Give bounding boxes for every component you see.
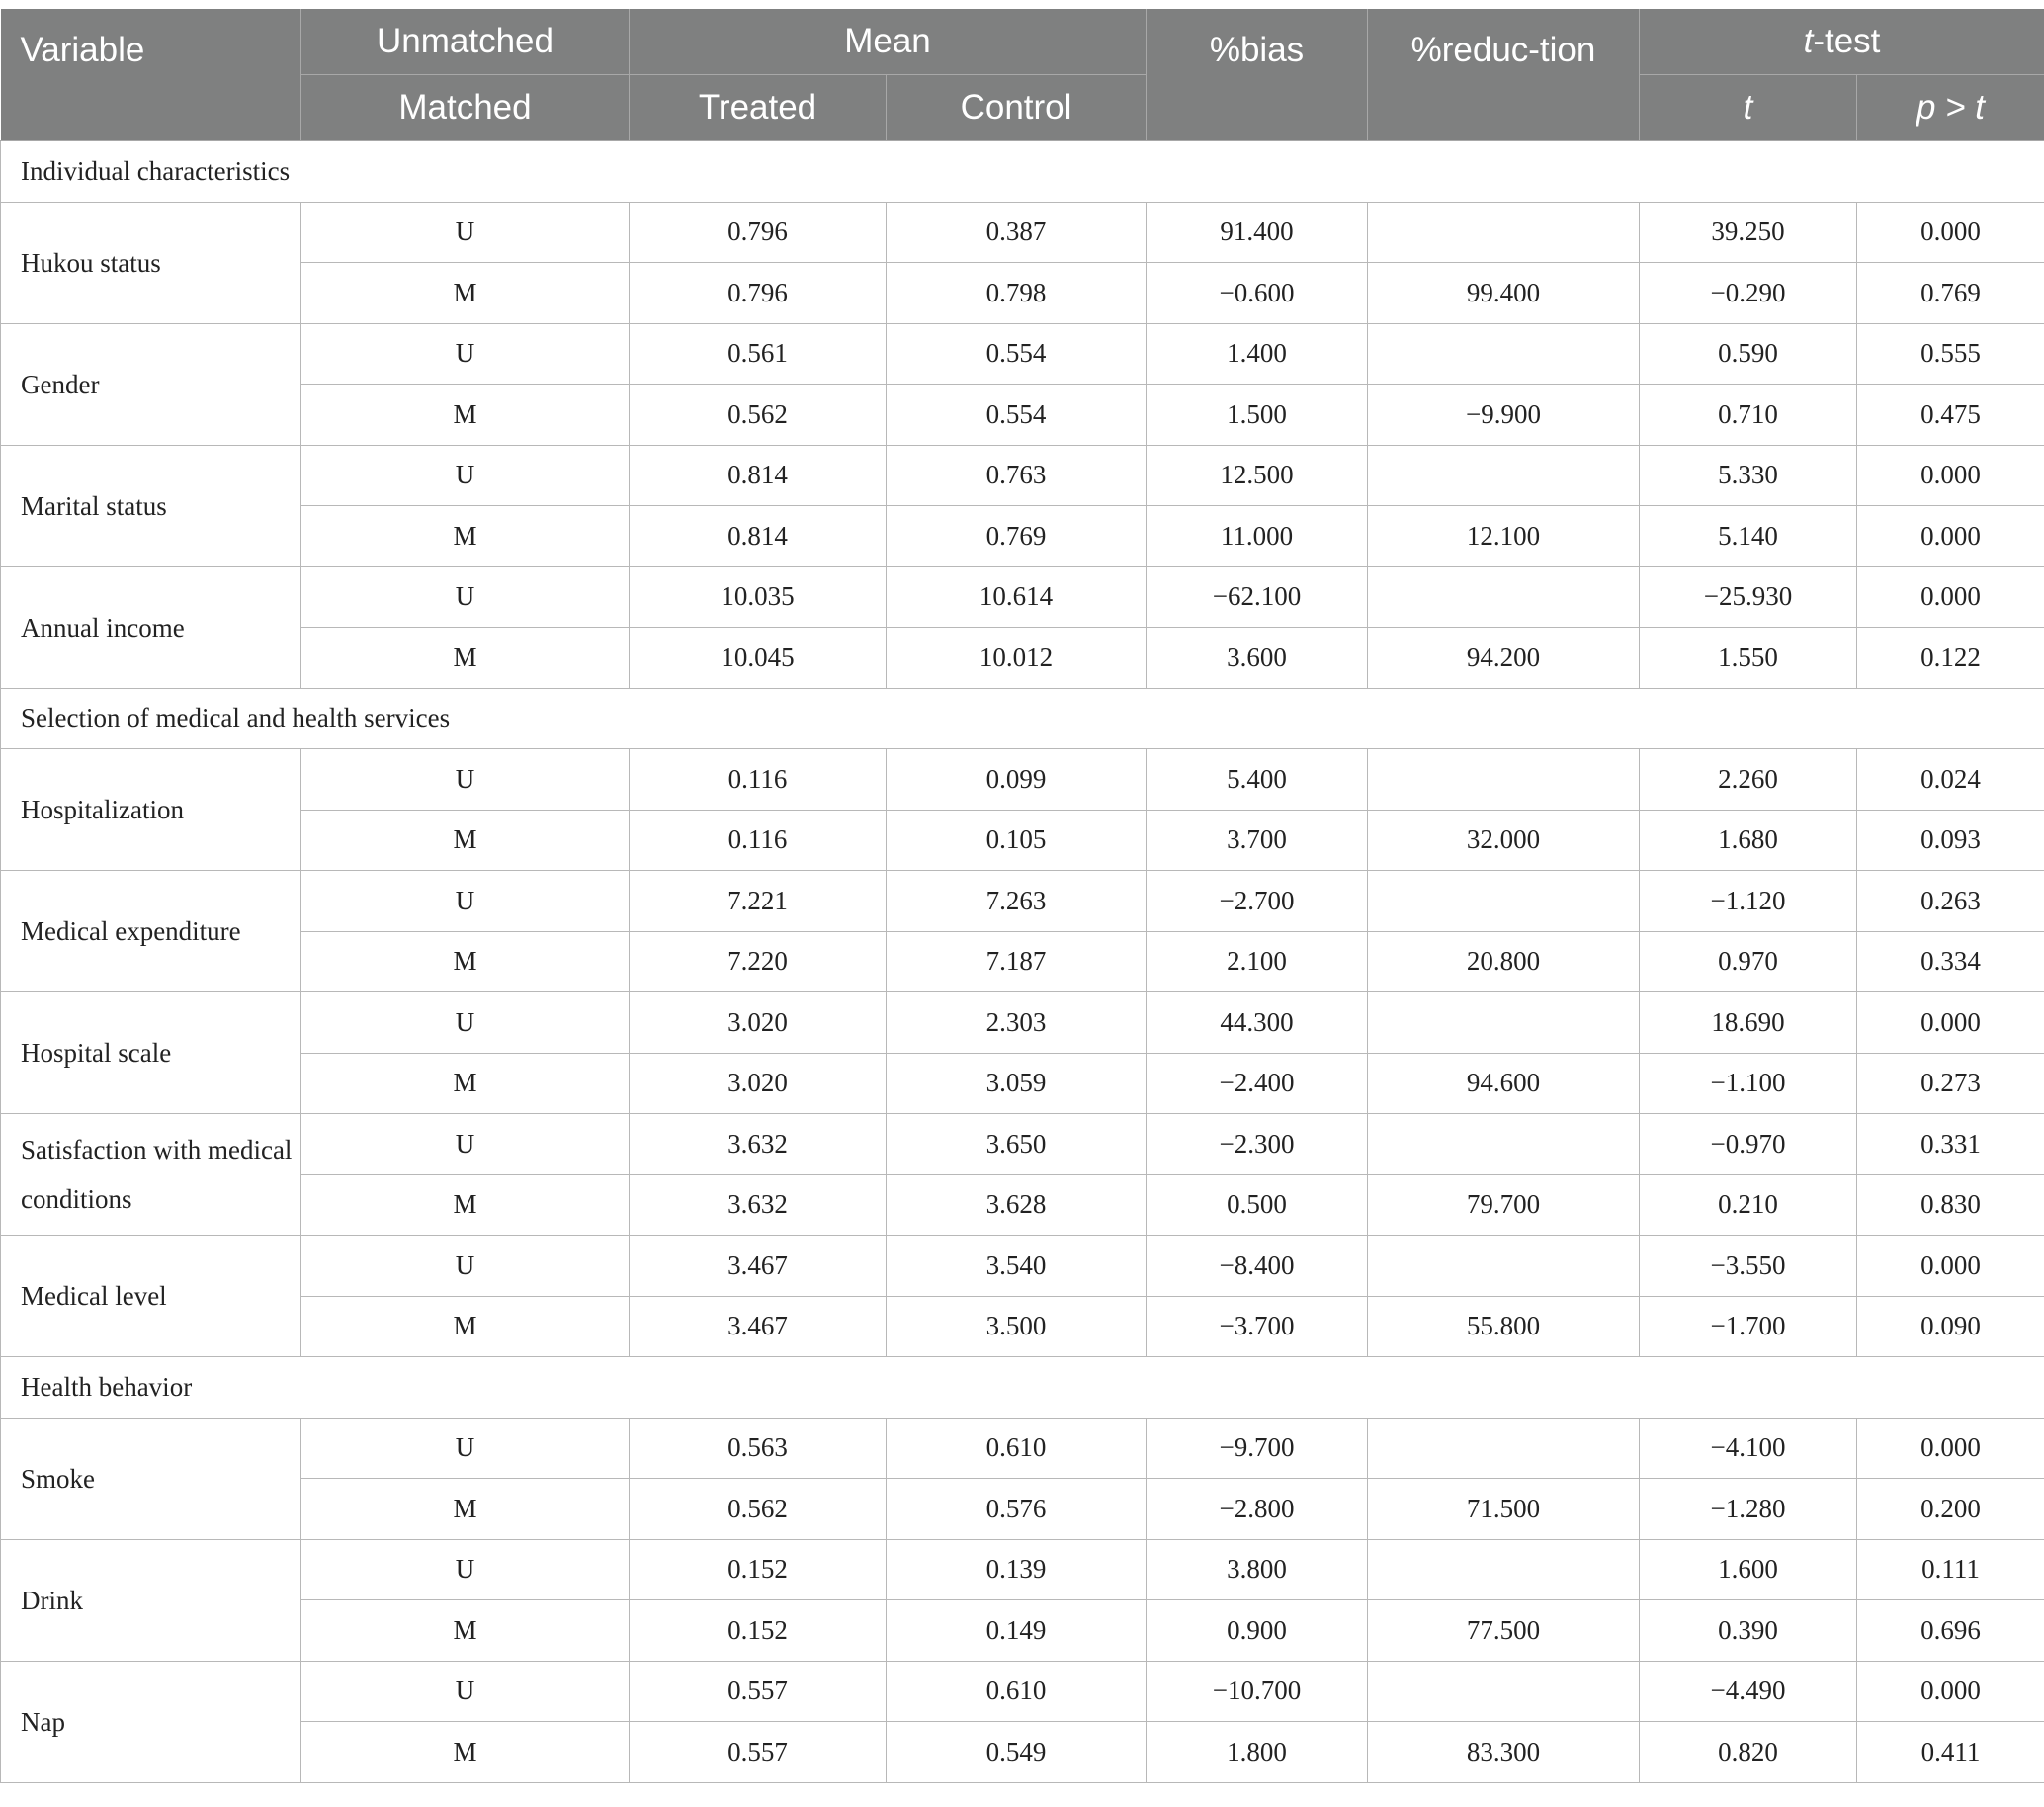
control-mean-cell: 0.149 bbox=[887, 1600, 1147, 1662]
reduction-cell bbox=[1368, 1114, 1640, 1175]
control-mean-cell: 7.263 bbox=[887, 871, 1147, 932]
p-value-cell: 0.000 bbox=[1857, 202, 2044, 263]
table-row bbox=[1, 263, 2044, 324]
p-value-cell: 0.830 bbox=[1857, 1174, 2044, 1236]
p-value-cell: 0.000 bbox=[1857, 445, 2044, 506]
p-value-cell: 0.334 bbox=[1857, 931, 2044, 992]
control-mean-cell: 0.554 bbox=[887, 385, 1147, 446]
control-mean-cell: 0.549 bbox=[887, 1722, 1147, 1783]
table-row bbox=[1, 1600, 2044, 1662]
t-value-cell: 0.210 bbox=[1640, 1174, 1857, 1236]
control-mean-cell: 0.763 bbox=[887, 445, 1147, 506]
treated-mean-cell: 3.467 bbox=[630, 1236, 887, 1297]
treated-mean-cell: 3.632 bbox=[630, 1114, 887, 1175]
sample-cell: M bbox=[301, 506, 630, 567]
variable-name-cell: Hospitalization bbox=[1, 749, 301, 871]
header-reduction: %reduc-tion bbox=[1368, 9, 1640, 141]
t-value-cell: 0.390 bbox=[1640, 1600, 1857, 1662]
variable-name-cell: Smoke bbox=[1, 1418, 301, 1539]
variable-name-cell: Marital status bbox=[1, 445, 301, 566]
reduction-cell bbox=[1368, 1418, 1640, 1479]
reduction-cell: −9.900 bbox=[1368, 385, 1640, 446]
control-mean-cell: 10.012 bbox=[887, 628, 1147, 689]
bias-cell: −2.300 bbox=[1147, 1114, 1368, 1175]
p-value-cell: 0.000 bbox=[1857, 566, 2044, 628]
header-control: Control bbox=[887, 75, 1147, 141]
header-ttest-rest: -test bbox=[1813, 22, 1881, 60]
section-title: Selection of medical and health services bbox=[1, 688, 2044, 749]
treated-mean-cell: 0.116 bbox=[630, 749, 887, 811]
reduction-cell: 94.200 bbox=[1368, 628, 1640, 689]
reduction-cell bbox=[1368, 566, 1640, 628]
sample-cell: U bbox=[301, 566, 630, 628]
control-mean-cell: 0.554 bbox=[887, 323, 1147, 385]
p-value-cell: 0.000 bbox=[1857, 992, 2044, 1054]
p-value-cell: 0.200 bbox=[1857, 1479, 2044, 1540]
bias-cell: 0.500 bbox=[1147, 1174, 1368, 1236]
bias-cell: 1.500 bbox=[1147, 385, 1368, 446]
sample-cell: M bbox=[301, 1296, 630, 1357]
reduction-cell: 83.300 bbox=[1368, 1722, 1640, 1783]
table-row bbox=[1, 385, 2044, 446]
t-value-cell: 5.140 bbox=[1640, 506, 1857, 567]
reduction-cell: 71.500 bbox=[1368, 1479, 1640, 1540]
treated-mean-cell: 10.045 bbox=[630, 628, 887, 689]
sample-cell: M bbox=[301, 263, 630, 324]
control-mean-cell: 3.500 bbox=[887, 1296, 1147, 1357]
bias-cell: −62.100 bbox=[1147, 566, 1368, 628]
bias-cell: 1.800 bbox=[1147, 1722, 1368, 1783]
section-row bbox=[1, 141, 2044, 203]
sample-cell: M bbox=[301, 1722, 630, 1783]
control-mean-cell: 7.187 bbox=[887, 931, 1147, 992]
p-value-cell: 0.273 bbox=[1857, 1053, 2044, 1114]
control-mean-cell: 0.798 bbox=[887, 263, 1147, 324]
control-mean-cell: 0.139 bbox=[887, 1539, 1147, 1600]
variable-name-cell: Nap bbox=[1, 1661, 301, 1782]
variable-name-cell: Annual income bbox=[1, 566, 301, 688]
bias-cell: 3.700 bbox=[1147, 810, 1368, 871]
reduction-cell bbox=[1368, 1236, 1640, 1297]
t-value-cell: 0.590 bbox=[1640, 323, 1857, 385]
treated-mean-cell: 7.220 bbox=[630, 931, 887, 992]
reduction-cell: 32.000 bbox=[1368, 810, 1640, 871]
bias-cell: −2.800 bbox=[1147, 1479, 1368, 1540]
treated-mean-cell: 7.221 bbox=[630, 871, 887, 932]
bias-cell: 2.100 bbox=[1147, 931, 1368, 992]
treated-mean-cell: 0.814 bbox=[630, 445, 887, 506]
bias-cell: 1.400 bbox=[1147, 323, 1368, 385]
t-value-cell: 2.260 bbox=[1640, 749, 1857, 811]
sample-cell: U bbox=[301, 1418, 630, 1479]
t-value-cell: 0.970 bbox=[1640, 931, 1857, 992]
sample-cell: U bbox=[301, 1236, 630, 1297]
bias-cell: 3.600 bbox=[1147, 628, 1368, 689]
section-title: Health behavior bbox=[1, 1357, 2044, 1419]
table-row bbox=[1, 931, 2044, 992]
treated-mean-cell: 0.152 bbox=[630, 1539, 887, 1600]
reduction-cell bbox=[1368, 202, 1640, 263]
treated-mean-cell: 0.557 bbox=[630, 1661, 887, 1722]
p-value-cell: 0.093 bbox=[1857, 810, 2044, 871]
control-mean-cell: 0.099 bbox=[887, 749, 1147, 811]
sample-cell: U bbox=[301, 1539, 630, 1600]
table-row bbox=[1, 1114, 2044, 1175]
p-value-cell: 0.000 bbox=[1857, 1661, 2044, 1722]
sample-cell: M bbox=[301, 810, 630, 871]
header-t: t bbox=[1640, 75, 1857, 141]
control-mean-cell: 0.610 bbox=[887, 1418, 1147, 1479]
sample-cell: U bbox=[301, 1114, 630, 1175]
bias-cell: 44.300 bbox=[1147, 992, 1368, 1054]
treated-mean-cell: 0.796 bbox=[630, 263, 887, 324]
p-value-cell: 0.475 bbox=[1857, 385, 2044, 446]
reduction-cell bbox=[1368, 871, 1640, 932]
sample-cell: U bbox=[301, 871, 630, 932]
sample-cell: U bbox=[301, 323, 630, 385]
reduction-cell bbox=[1368, 323, 1640, 385]
control-mean-cell: 3.540 bbox=[887, 1236, 1147, 1297]
treated-mean-cell: 3.020 bbox=[630, 992, 887, 1054]
p-value-cell: 0.769 bbox=[1857, 263, 2044, 324]
table-row bbox=[1, 1296, 2044, 1357]
t-value-cell: 0.710 bbox=[1640, 385, 1857, 446]
bias-cell: 11.000 bbox=[1147, 506, 1368, 567]
section-row bbox=[1, 688, 2044, 749]
treated-mean-cell: 0.562 bbox=[630, 385, 887, 446]
treated-mean-cell: 3.020 bbox=[630, 1053, 887, 1114]
header-treated: Treated bbox=[630, 75, 887, 141]
t-value-cell: −4.490 bbox=[1640, 1661, 1857, 1722]
control-mean-cell: 3.628 bbox=[887, 1174, 1147, 1236]
section-row bbox=[1, 1357, 2044, 1419]
treated-mean-cell: 0.814 bbox=[630, 506, 887, 567]
treated-mean-cell: 0.557 bbox=[630, 1722, 887, 1783]
sample-cell: M bbox=[301, 385, 630, 446]
sample-cell: M bbox=[301, 1053, 630, 1114]
t-value-cell: −1.700 bbox=[1640, 1296, 1857, 1357]
variable-name-cell: Drink bbox=[1, 1539, 301, 1661]
treated-mean-cell: 0.563 bbox=[630, 1418, 887, 1479]
control-mean-cell: 10.614 bbox=[887, 566, 1147, 628]
sample-cell: U bbox=[301, 992, 630, 1054]
reduction-cell bbox=[1368, 1661, 1640, 1722]
header-p: p > t bbox=[1857, 75, 2044, 141]
bias-cell: −2.700 bbox=[1147, 871, 1368, 932]
reduction-cell bbox=[1368, 445, 1640, 506]
sample-cell: M bbox=[301, 1174, 630, 1236]
t-value-cell: 0.820 bbox=[1640, 1722, 1857, 1783]
treated-mean-cell: 0.561 bbox=[630, 323, 887, 385]
table-row bbox=[1, 871, 2044, 932]
variable-name-cell: Medical level bbox=[1, 1236, 301, 1357]
header-ttest bbox=[1640, 9, 2044, 75]
t-value-cell: 1.680 bbox=[1640, 810, 1857, 871]
table-row bbox=[1, 992, 2044, 1054]
control-mean-cell: 0.610 bbox=[887, 1661, 1147, 1722]
p-value-cell: 0.024 bbox=[1857, 749, 2044, 811]
table-header bbox=[1, 9, 2044, 141]
control-mean-cell: 0.387 bbox=[887, 202, 1147, 263]
bias-cell: −2.400 bbox=[1147, 1053, 1368, 1114]
reduction-cell: 77.500 bbox=[1368, 1600, 1640, 1662]
header-ttest-t: t bbox=[1803, 22, 1814, 60]
sample-cell: M bbox=[301, 1600, 630, 1662]
p-value-cell: 0.000 bbox=[1857, 1236, 2044, 1297]
reduction-cell: 12.100 bbox=[1368, 506, 1640, 567]
p-value-cell: 0.263 bbox=[1857, 871, 2044, 932]
p-value-cell: 0.555 bbox=[1857, 323, 2044, 385]
t-value-cell: 39.250 bbox=[1640, 202, 1857, 263]
variable-name-cell: Medical expenditure bbox=[1, 871, 301, 992]
table-body bbox=[1, 141, 2044, 1783]
p-value-cell: 0.090 bbox=[1857, 1296, 2044, 1357]
t-value-cell: −0.290 bbox=[1640, 263, 1857, 324]
table-row bbox=[1, 202, 2044, 263]
header-matched: Matched bbox=[301, 75, 630, 141]
header-bias: %bias bbox=[1147, 9, 1368, 141]
t-value-cell: −1.120 bbox=[1640, 871, 1857, 932]
bias-cell: 91.400 bbox=[1147, 202, 1368, 263]
t-value-cell: −1.100 bbox=[1640, 1053, 1857, 1114]
control-mean-cell: 0.105 bbox=[887, 810, 1147, 871]
balance-test-table bbox=[0, 9, 2044, 1783]
reduction-cell bbox=[1368, 1539, 1640, 1600]
table-row bbox=[1, 1539, 2044, 1600]
treated-mean-cell: 0.562 bbox=[630, 1479, 887, 1540]
t-value-cell: 1.550 bbox=[1640, 628, 1857, 689]
control-mean-cell: 3.059 bbox=[887, 1053, 1147, 1114]
p-value-cell: 0.331 bbox=[1857, 1114, 2044, 1175]
sample-cell: M bbox=[301, 1479, 630, 1540]
table-row bbox=[1, 810, 2044, 871]
control-mean-cell: 0.576 bbox=[887, 1479, 1147, 1540]
variable-name-cell: Gender bbox=[1, 323, 301, 445]
p-value-cell: 0.122 bbox=[1857, 628, 2044, 689]
bias-cell: 3.800 bbox=[1147, 1539, 1368, 1600]
p-value-cell: 0.111 bbox=[1857, 1539, 2044, 1600]
table-row bbox=[1, 749, 2044, 811]
bias-cell: 5.400 bbox=[1147, 749, 1368, 811]
t-value-cell: −4.100 bbox=[1640, 1418, 1857, 1479]
t-value-cell: 1.600 bbox=[1640, 1539, 1857, 1600]
table-row bbox=[1, 1479, 2044, 1540]
section-title: Individual characteristics bbox=[1, 141, 2044, 203]
table-row bbox=[1, 1236, 2044, 1297]
p-value-cell: 0.411 bbox=[1857, 1722, 2044, 1783]
table-row bbox=[1, 628, 2044, 689]
variable-name-cell: Hospital scale bbox=[1, 992, 301, 1114]
t-value-cell: −0.970 bbox=[1640, 1114, 1857, 1175]
reduction-cell: 55.800 bbox=[1368, 1296, 1640, 1357]
table-row bbox=[1, 1174, 2044, 1236]
bias-cell: 12.500 bbox=[1147, 445, 1368, 506]
header-unmatched: Unmatched bbox=[301, 9, 630, 75]
control-mean-cell: 0.769 bbox=[887, 506, 1147, 567]
t-value-cell: −25.930 bbox=[1640, 566, 1857, 628]
control-mean-cell: 3.650 bbox=[887, 1114, 1147, 1175]
table-row bbox=[1, 1053, 2044, 1114]
bias-cell: −3.700 bbox=[1147, 1296, 1368, 1357]
variable-name-cell: Hukou status bbox=[1, 202, 301, 323]
variable-name-cell: Satisfaction with medical conditions bbox=[1, 1114, 301, 1236]
header-variable: Variable bbox=[1, 9, 301, 141]
bias-cell: −0.600 bbox=[1147, 263, 1368, 324]
bias-cell: −8.400 bbox=[1147, 1236, 1368, 1297]
sample-cell: U bbox=[301, 445, 630, 506]
p-value-cell: 0.696 bbox=[1857, 1600, 2044, 1662]
t-value-cell: 18.690 bbox=[1640, 992, 1857, 1054]
bias-cell: 0.900 bbox=[1147, 1600, 1368, 1662]
table-row bbox=[1, 323, 2044, 385]
header-mean: Mean bbox=[630, 9, 1147, 75]
table-row bbox=[1, 506, 2044, 567]
reduction-cell: 99.400 bbox=[1368, 263, 1640, 324]
bias-cell: −10.700 bbox=[1147, 1661, 1368, 1722]
table-row bbox=[1, 1661, 2044, 1722]
treated-mean-cell: 10.035 bbox=[630, 566, 887, 628]
reduction-cell: 94.600 bbox=[1368, 1053, 1640, 1114]
treated-mean-cell: 3.467 bbox=[630, 1296, 887, 1357]
reduction-cell: 20.800 bbox=[1368, 931, 1640, 992]
sample-cell: M bbox=[301, 931, 630, 992]
table-row bbox=[1, 566, 2044, 628]
treated-mean-cell: 0.116 bbox=[630, 810, 887, 871]
bias-cell: −9.700 bbox=[1147, 1418, 1368, 1479]
treated-mean-cell: 3.632 bbox=[630, 1174, 887, 1236]
p-value-cell: 0.000 bbox=[1857, 506, 2044, 567]
sample-cell: U bbox=[301, 1661, 630, 1722]
sample-cell: M bbox=[301, 628, 630, 689]
t-value-cell: −3.550 bbox=[1640, 1236, 1857, 1297]
table-row bbox=[1, 1722, 2044, 1783]
table-row bbox=[1, 1418, 2044, 1479]
reduction-cell bbox=[1368, 992, 1640, 1054]
table-row bbox=[1, 445, 2044, 506]
reduction-cell: 79.700 bbox=[1368, 1174, 1640, 1236]
sample-cell: U bbox=[301, 202, 630, 263]
control-mean-cell: 2.303 bbox=[887, 992, 1147, 1054]
t-value-cell: −1.280 bbox=[1640, 1479, 1857, 1540]
sample-cell: U bbox=[301, 749, 630, 811]
p-value-cell: 0.000 bbox=[1857, 1418, 2044, 1479]
t-value-cell: 5.330 bbox=[1640, 445, 1857, 506]
reduction-cell bbox=[1368, 749, 1640, 811]
treated-mean-cell: 0.152 bbox=[630, 1600, 887, 1662]
treated-mean-cell: 0.796 bbox=[630, 202, 887, 263]
